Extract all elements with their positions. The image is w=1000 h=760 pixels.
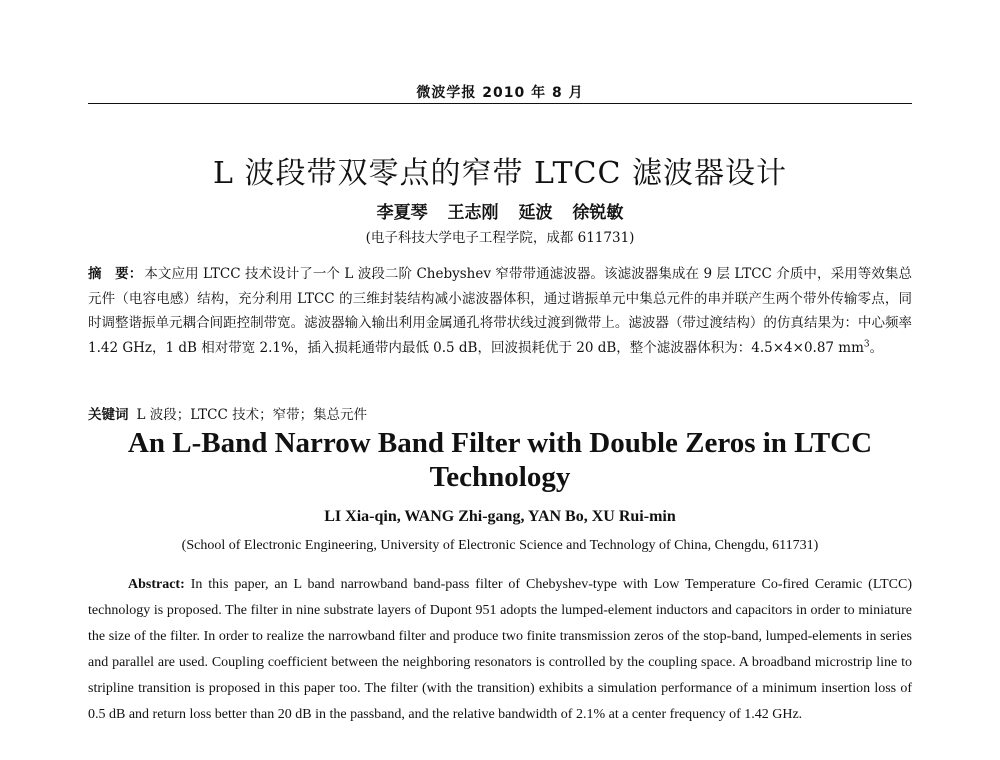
en-title: An L-Band Narrow Band Filter with Double Zeros in LTCC Technology [127,427,873,493]
cn-keywords-label: 关键词 [88,407,129,423]
en-affiliation: (School of Electronic Engineering, University of Electronic Science and Technology of China, Chengdu, 611731) [181,538,819,553]
journal-header: 微波学报 2010 年 8 月 [416,85,584,101]
cn-abstract-sup: 3 [863,339,870,349]
cn-keywords [88,403,912,423]
en-abstract [88,572,912,728]
header-rule [88,103,912,104]
cn-abstract-text: 本文应用 LTCC 技术设计了一个 L 波段二阶 Chebyshev 窄带带通滤波器。该滤波器集成在 9 层 LTCC 介质中，采用等效集总元件（电容电感）结构，充分利用 LTCC 的三维封装结构减小滤波器体积，通过谐振单元中集总元件的串并联产生两个带外传输零点，同时调整谐振单元耦合间距控制带宽。滤波器输入输出利用金属通孔将带状线过渡到微带上。滤波器（带过渡结构）的仿真结果为：中心频率 1.42 GHz，1 dB 相对带宽 2.1%，插入损耗通带内最低 0.5 dB，回波损耗优于 20 dB，整个滤波器体积为：4.5×4×0.87 mm [88,266,913,356]
cn-title: L 波段带双零点的窄带 LTCC 滤波器设计 [213,156,787,191]
en-abstract-text: In this paper, an L band narrowband band-pass filter of Chebyshev-type with Low Temperature Co-fired Ceramic (LTCC) technology is proposed. The filter in nine substrate layers of Dupont 951 adopts the lumped-element inductors and capacitors in order to miniature the size of the filter. In order to realize the narrowband filter and produce two finite transmission zeros of the stop-band, lumped-elements in series and parallel are used. Coupling coefficient between the neighboring resonators is controlled by the coupling space. A broadband microstrip line to stripline transition is proposed in this paper too. The filter (with the transition) exhibits a simulation performance of a minimum insertion loss of 0.5 dB and return loss better than 20 dB in the passband, and the relative bandwidth of 2.1% at a center frequency of 1.42 GHz. [88,577,912,722]
cn-authors: 李夏琴 王志刚 延波 徐锐敏 [376,203,624,223]
cn-abstract-label: 摘 要： [88,266,143,282]
cn-abstract [88,262,912,360]
cn-keywords-text: L 波段；LTCC 技术；窄带；集总元件 [136,407,368,423]
cn-affiliation: (电子科技大学电子工程学院，成都 611731) [365,230,635,246]
en-authors: LI Xia-qin, WANG Zhi-gang, YAN Bo, XU Rui-min [324,508,676,525]
en-abstract-label: Abstract: [128,577,185,592]
cn-abstract-end: 。 [869,339,884,356]
